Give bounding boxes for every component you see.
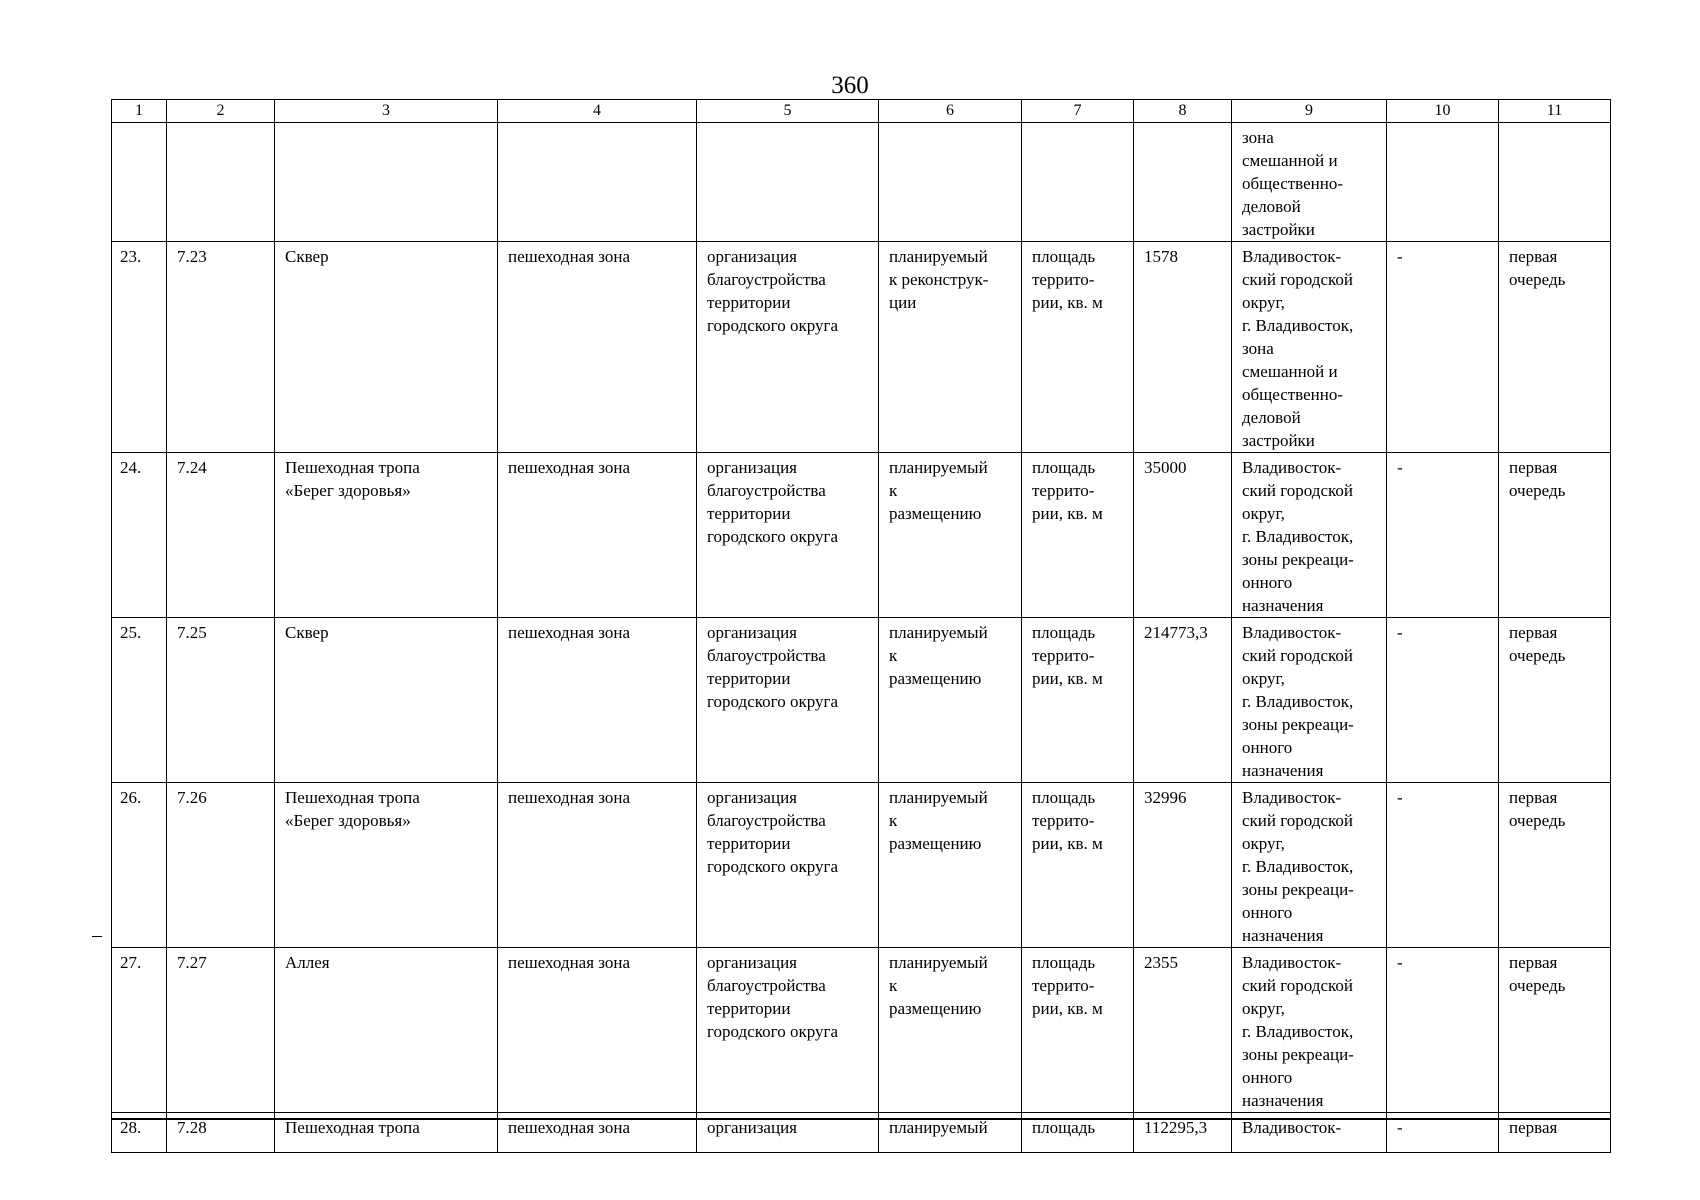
cell-code: 7.26	[167, 783, 275, 948]
table-row	[112, 783, 1611, 948]
table-row	[112, 242, 1611, 453]
cell-purpose: организация благоустройства территории городского округа	[697, 453, 879, 618]
cell-empty	[879, 123, 1022, 242]
table-container	[111, 99, 1610, 1137]
table-row	[112, 453, 1611, 618]
cell-location: Владивосток- ский городской округ, г. Владивосток, зона смешанной и общественно- деловой застройки	[1232, 242, 1387, 453]
cell-value: 32996	[1134, 783, 1232, 948]
cell-empty	[275, 123, 498, 242]
column-number-header: 9	[1232, 100, 1387, 123]
cell-status: планируемый	[879, 1113, 1022, 1153]
cell-status: планируемый к размещению	[879, 783, 1022, 948]
cell-row-number: 27.	[112, 948, 167, 1113]
table-header	[112, 100, 1611, 123]
cell-stage: первая очередь	[1499, 783, 1611, 948]
cell-note: -	[1387, 783, 1499, 948]
cell-purpose: организация благоустройства территории городского округа	[697, 242, 879, 453]
cell-measure: площадь террито- рии, кв. м	[1022, 948, 1134, 1113]
column-number-header: 10	[1387, 100, 1499, 123]
cell-code: 7.27	[167, 948, 275, 1113]
cell-row-number: 24.	[112, 453, 167, 618]
cell-row-number: 28.	[112, 1113, 167, 1153]
cell-location: Владивосток- ский городской округ, г. Владивосток, зоны рекреаци- онного назначения	[1232, 948, 1387, 1113]
cell-row-number: 23.	[112, 242, 167, 453]
page-number: 360	[831, 72, 869, 99]
column-number-header: 11	[1499, 100, 1611, 123]
column-number-header: 7	[1022, 100, 1134, 123]
table-row	[112, 618, 1611, 783]
table-row	[112, 1113, 1611, 1153]
column-number-header: 3	[275, 100, 498, 123]
cell-value: 35000	[1134, 453, 1232, 618]
cell-location: Владивосток- ский городской округ, г. Владивосток, зоны рекреаци- онного назначения	[1232, 453, 1387, 618]
cell-status: планируемый к реконструк- ции	[879, 242, 1022, 453]
cell-location: зона смешанной и общественно- деловой застройки	[1232, 123, 1387, 242]
column-number-header: 5	[697, 100, 879, 123]
cell-measure: площадь террито- рии, кв. м	[1022, 618, 1134, 783]
cell-measure: площадь террито- рии, кв. м	[1022, 783, 1134, 948]
column-number-header: 6	[879, 100, 1022, 123]
cell-empty	[1387, 123, 1499, 242]
cell-zone: пешеходная зона	[498, 948, 697, 1113]
cell-measure: площадь террито- рии, кв. м	[1022, 453, 1134, 618]
cell-purpose: организация благоустройства территории городского округа	[697, 618, 879, 783]
cell-note: -	[1387, 948, 1499, 1113]
cell-note: -	[1387, 453, 1499, 618]
cell-purpose: организация	[697, 1113, 879, 1153]
column-number-header: 4	[498, 100, 697, 123]
cell-stage: первая очередь	[1499, 618, 1611, 783]
cell-stage: первая очередь	[1499, 242, 1611, 453]
cell-note: -	[1387, 1113, 1499, 1153]
cell-empty	[112, 123, 167, 242]
cell-code: 7.24	[167, 453, 275, 618]
cell-empty	[1499, 123, 1611, 242]
data-table	[111, 99, 1611, 1153]
cell-purpose: организация благоустройства территории городского округа	[697, 783, 879, 948]
cell-value: 112295,3	[1134, 1113, 1232, 1153]
cell-object-name: Сквер	[275, 618, 498, 783]
header-row	[112, 100, 1611, 123]
cell-zone: пешеходная зона	[498, 1113, 697, 1153]
cell-stage: первая	[1499, 1113, 1611, 1153]
cell-code: 7.25	[167, 618, 275, 783]
cell-location: Владивосток-	[1232, 1113, 1387, 1153]
cell-zone: пешеходная зона	[498, 783, 697, 948]
cell-empty	[697, 123, 879, 242]
cell-zone: пешеходная зона	[498, 453, 697, 618]
cell-object-name: Пешеходная тропа	[275, 1113, 498, 1153]
cell-zone: пешеходная зона	[498, 618, 697, 783]
cell-empty	[1134, 123, 1232, 242]
cell-value: 2355	[1134, 948, 1232, 1113]
cell-measure: площадь	[1022, 1113, 1134, 1153]
cell-empty	[498, 123, 697, 242]
column-number-header: 2	[167, 100, 275, 123]
cell-stage: первая очередь	[1499, 453, 1611, 618]
cell-location: Владивосток- ский городской округ, г. Владивосток, зоны рекреаци- онного назначения	[1232, 783, 1387, 948]
cell-measure: площадь террито- рии, кв. м	[1022, 242, 1134, 453]
cell-purpose: организация благоустройства территории городского округа	[697, 948, 879, 1113]
cell-note: -	[1387, 618, 1499, 783]
cell-value: 1578	[1134, 242, 1232, 453]
cell-status: планируемый к размещению	[879, 618, 1022, 783]
cell-stage: первая очередь	[1499, 948, 1611, 1113]
cell-object-name: Пешеходная тропа «Берег здоровья»	[275, 783, 498, 948]
cell-row-number: 26.	[112, 783, 167, 948]
continuation-row	[112, 123, 1611, 242]
cell-value: 214773,3	[1134, 618, 1232, 783]
cell-empty	[1022, 123, 1134, 242]
cell-status: планируемый к размещению	[879, 453, 1022, 618]
cell-code: 7.28	[167, 1113, 275, 1153]
cell-note: -	[1387, 242, 1499, 453]
cell-row-number: 25.	[112, 618, 167, 783]
table-row	[112, 948, 1611, 1113]
cell-code: 7.23	[167, 242, 275, 453]
cell-object-name: Аллея	[275, 948, 498, 1113]
cell-empty	[167, 123, 275, 242]
margin-mark	[92, 936, 102, 937]
cell-location: Владивосток- ский городской округ, г. Владивосток, зоны рекреаци- онного назначения	[1232, 618, 1387, 783]
cell-object-name: Сквер	[275, 242, 498, 453]
cell-zone: пешеходная зона	[498, 242, 697, 453]
column-number-header: 1	[112, 100, 167, 123]
cell-status: планируемый к размещению	[879, 948, 1022, 1113]
table-body	[112, 123, 1611, 1153]
column-number-header: 8	[1134, 100, 1232, 123]
cell-object-name: Пешеходная тропа «Берег здоровья»	[275, 453, 498, 618]
